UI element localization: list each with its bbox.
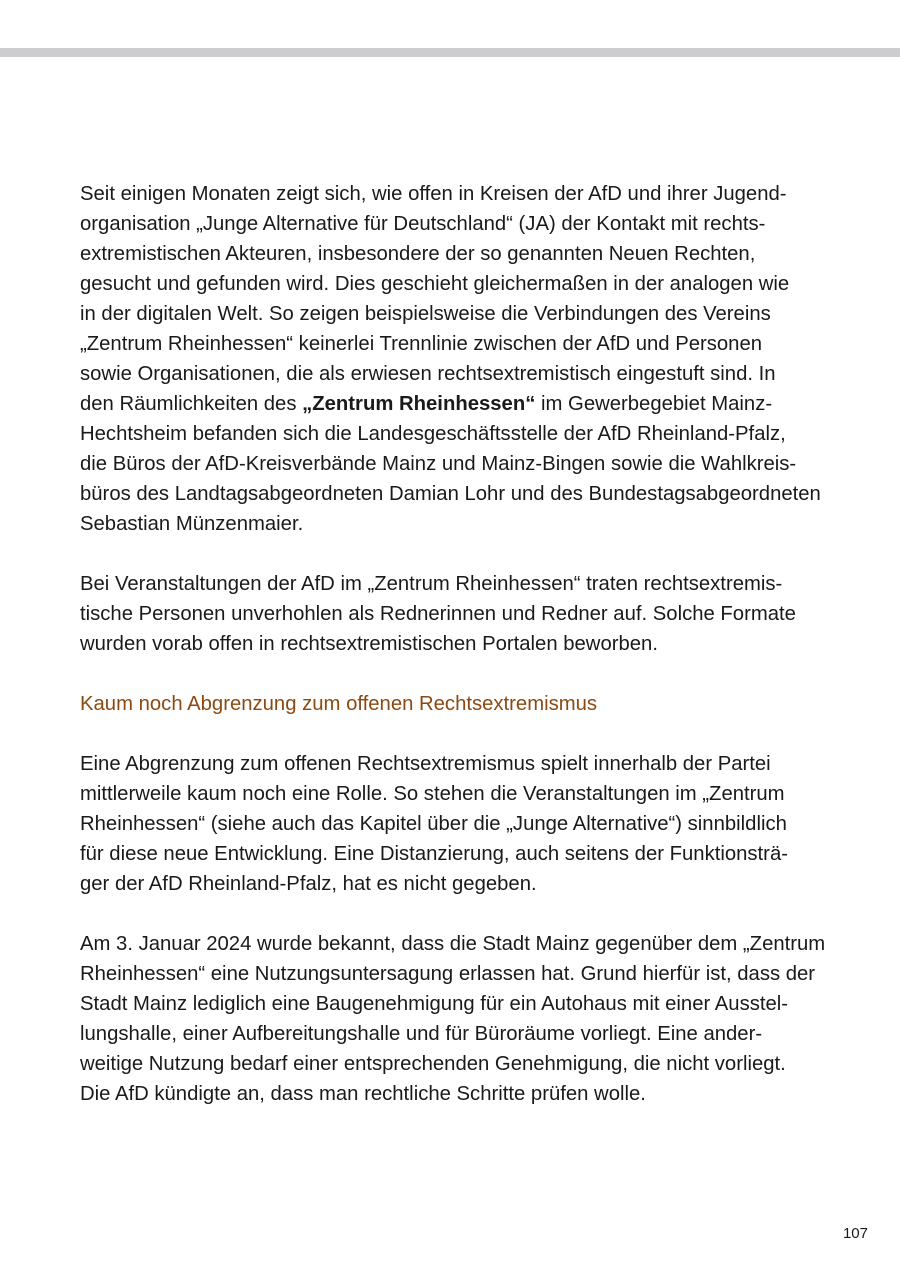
text-line-with-emphasis — [80, 389, 840, 419]
text-line: die Büros der AfD-Kreisverbände Mainz und Mainz-Bingen sowie die Wahlkreis- — [80, 453, 797, 475]
text-line: Stadt Mainz lediglich eine Baugenehmigung für ein Autohaus mit einer Ausstel- — [80, 993, 789, 1015]
text-line: gesucht und gefunden wird. Dies geschieht gleichermaßen in der analogen wie — [80, 273, 790, 295]
text-line: für diese neue Entwicklung. Eine Distanzierung, auch seitens der Funktionsträ- — [80, 843, 788, 865]
text-line: tische Personen unverhohlen als Rednerinnen und Redner auf. Solche Formate — [80, 603, 796, 625]
text-line: Rheinhessen“ eine Nutzungsuntersagung erlassen hat. Grund hierfür ist, dass der — [80, 963, 816, 985]
paragraph-2 — [80, 569, 840, 659]
text-line: in der digitalen Welt. So zeigen beispielsweise die Verbindungen des Vereins — [80, 303, 771, 325]
text-line: Eine Abgrenzung zum offenen Rechtsextremismus spielt innerhalb der Partei — [80, 753, 771, 775]
text-line: Die AfD kündigte an, dass man rechtliche Schritte prüfen wolle. — [80, 1083, 646, 1105]
text-line: weitige Nutzung bedarf einer entsprechenden Genehmigung, die nicht vorliegt. — [80, 1053, 786, 1075]
top-divider-bar — [0, 48, 900, 57]
text-line: Sebastian Münzenmaier. — [80, 513, 304, 535]
text-line: Seit einigen Monaten zeigt sich, wie offen in Kreisen der AfD und ihrer Jugend- — [80, 183, 787, 205]
paragraph-1 — [80, 179, 840, 539]
text-line: wurden vorab offen in rechtsextremistischen Portalen beworben. — [80, 633, 658, 655]
paragraph-4 — [80, 929, 840, 1109]
text-line: lungshalle, einer Aufbereitungshalle und für Büroräume vorliegt. Eine ander- — [80, 1023, 763, 1045]
text-line: sowie Organisationen, die als erwiesen rechtsextremistisch eingestuft sind. In — [80, 363, 776, 385]
text-segment: im Gewerbegebiet Mainz- — [535, 393, 773, 415]
text-line: extremistischen Akteuren, insbesondere der so genannten Neuen Rechten, — [80, 243, 756, 265]
text-line: Hechtsheim befanden sich die Landesgeschäftsstelle der AfD Rheinland-Pfalz, — [80, 423, 786, 445]
text-line: büros des Landtagsabgeordneten Damian Lohr und des Bundestagsabgeordneten — [80, 483, 821, 505]
text-line: Bei Veranstaltungen der AfD im „Zentrum Rheinhessen“ traten rechtsextremis- — [80, 573, 783, 595]
emphasis-zentrum-rheinhessen: „Zentrum Rheinhessen“ — [302, 393, 536, 415]
section-heading: Kaum noch Abgrenzung zum offenen Rechtsextremismus — [80, 693, 598, 715]
text-segment: den Räumlichkeiten des — [80, 393, 303, 415]
page-number: 107 — [842, 1225, 868, 1242]
text-line: mittlerweile kaum noch eine Rolle. So stehen die Veranstaltungen im „Zentrum — [80, 783, 785, 805]
text-line: Am 3. Januar 2024 wurde bekannt, dass die Stadt Mainz gegenüber dem „Zentrum — [80, 933, 826, 955]
text-line: organisation „Junge Alternative für Deutschland“ (JA) der Kontakt mit rechts- — [80, 213, 766, 235]
article-body — [80, 179, 840, 1109]
paragraph-3 — [80, 749, 840, 899]
text-line: Rheinhessen“ (siehe auch das Kapitel über die „Junge Alternative“) sinnbildlich — [80, 813, 787, 835]
text-line: ger der AfD Rheinland-Pfalz, hat es nicht gegeben. — [80, 873, 537, 895]
text-line: „Zentrum Rheinhessen“ keinerlei Trennlinie zwischen der AfD und Personen — [80, 333, 763, 355]
